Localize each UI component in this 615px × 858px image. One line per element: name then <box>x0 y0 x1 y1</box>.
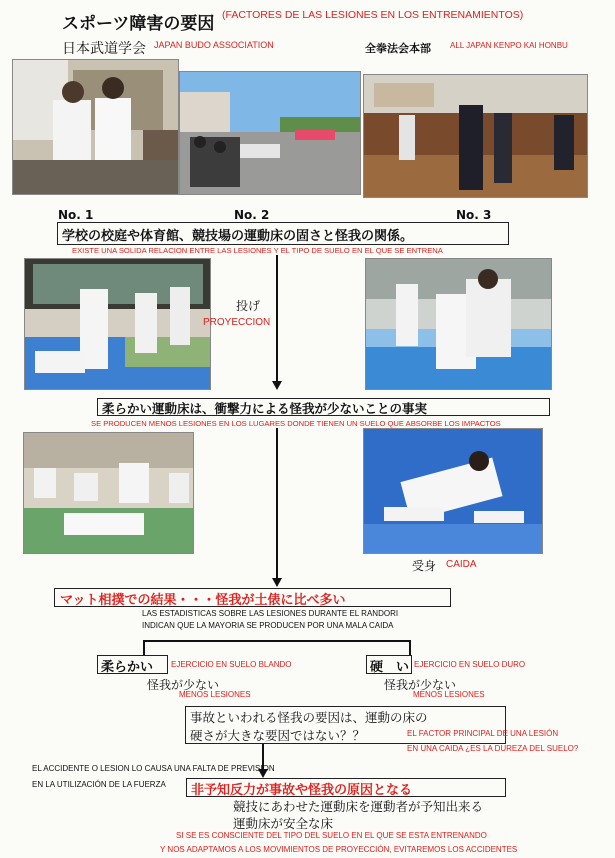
fall-es: CAIDA <box>446 559 477 570</box>
soft-jp: 柔らかい <box>101 660 154 675</box>
section5-es-left2: EN LA UTILIZACIÓN DE LA FUERZA <box>32 780 166 789</box>
section5-es-line1: SI SE ES CONSCIENTE DEL TIPO DEL SUELO EN EL QUE SE ESTA ENTRENANDO <box>176 831 487 840</box>
section3-es-line1: LAS ESTADISTICAS SOBRE LAS LESIONES DURANTE EL RANDORI <box>142 609 399 618</box>
throw-es: PROYECCION <box>203 317 271 328</box>
throw-jp: 投げ <box>236 299 261 313</box>
label-no3: No. 3 <box>456 208 492 222</box>
org2-en: ALL JAPAN KENPO KAI HONBU <box>450 41 568 50</box>
title-jp: スポーツ障害の要因 <box>62 14 215 34</box>
flow-line-2 <box>276 428 278 580</box>
section3-jp: マット相撲での結果・・・怪我が土俵に比べ多い <box>60 593 346 608</box>
flow-arrow-1 <box>272 381 282 390</box>
section4-es-line2: EN UNA CAIDA ¿ES LA DUREZA DEL SUELO? <box>407 744 579 753</box>
org2-jp: 全拳法会本部 <box>365 42 431 55</box>
hard-result-jp: 怪我が少ない <box>384 678 457 692</box>
hard-es: EJERCICIO EN SUELO DURO <box>414 660 526 669</box>
label-no2: No. 2 <box>234 208 270 222</box>
section5-jp-red: 非予知反力が事故や怪我の原因となる <box>191 783 413 798</box>
branch-right <box>409 640 411 656</box>
branch-line <box>143 640 410 642</box>
photo-throw-left <box>24 258 211 390</box>
section5-es-left1: EL ACCIDENTE O LESION LO CAUSA UNA FALTA DE PREVISION <box>32 764 275 773</box>
section1-jp: 学校の校庭や体育館、競技場の運動床の固さと怪我の関係。 <box>62 229 414 244</box>
section4-jp-line1: 事故といわれる怪我の要因は、運動の床の <box>190 710 428 725</box>
section5-jp-line1: 競技にあわせた運動床を運動者が予知出来る <box>233 799 484 814</box>
fall-jp: 受身 <box>412 559 437 573</box>
photo-fall <box>363 428 543 554</box>
section4-jp-line2: 硬さが大きな要因ではない？？ <box>190 728 366 743</box>
org1-jp: 日本武道学会 <box>62 41 146 57</box>
title-es: (FACTORES DE LAS LESIONES EN LOS ENTRENAMIENTOS) <box>222 9 524 21</box>
section3-es-line2: INDICAN QUE LA MAYORIA SE PRODUCEN POR UNA MALA CAIDA <box>142 621 394 630</box>
photo-no2-schoolyard <box>179 71 361 195</box>
section2-jp: 柔らかい運動床は、衝撃力による怪我が少ないことの事実 <box>102 401 428 416</box>
soft-result-es: MENOS LESIONES <box>179 690 251 699</box>
section1-es: EXISTE UNA SOLIDA RELACION ENTRE LAS LESIONES Y EL TIPO DE SUELO EN EL QUE SE ENTRENA <box>72 246 443 255</box>
org1-en: JAPAN BUDO ASSOCIATION <box>154 40 274 50</box>
section5-es-line2: Y NOS ADAPTAMOS A LOS MOVIMIENTOS DE PROYECCIÓN, EVITAREMOS LOS ACCIDENTES <box>160 845 518 854</box>
photo-no3-dojo <box>363 74 588 198</box>
hard-jp: 硬 い <box>370 660 410 675</box>
soft-result-jp: 怪我が少ない <box>147 678 220 692</box>
photo-throw-right <box>365 258 552 390</box>
photo-no1-seminar <box>12 59 179 195</box>
section4-es-line1: EL FACTOR PRINCIPAL DE UNA LESIÓN <box>407 729 559 738</box>
flow-arrow-2 <box>272 578 282 587</box>
photo-seated-students <box>23 432 194 554</box>
hard-result-es: MENOS LESIONES <box>413 690 485 699</box>
section2-es: SE PRODUCEN MENOS LESIONES EN LOS LUGARES DONDE TIENEN UN SUELO QUE ABSORBE LOS IMPACTOS <box>91 419 501 428</box>
soft-es: EJERCICIO EN SUELO BLANDO <box>171 660 292 669</box>
section5-jp-line2: 運動床が安全な床 <box>233 816 334 831</box>
flow-line-1 <box>276 255 278 383</box>
label-no1: No. 1 <box>58 208 94 222</box>
branch-left <box>143 640 145 656</box>
